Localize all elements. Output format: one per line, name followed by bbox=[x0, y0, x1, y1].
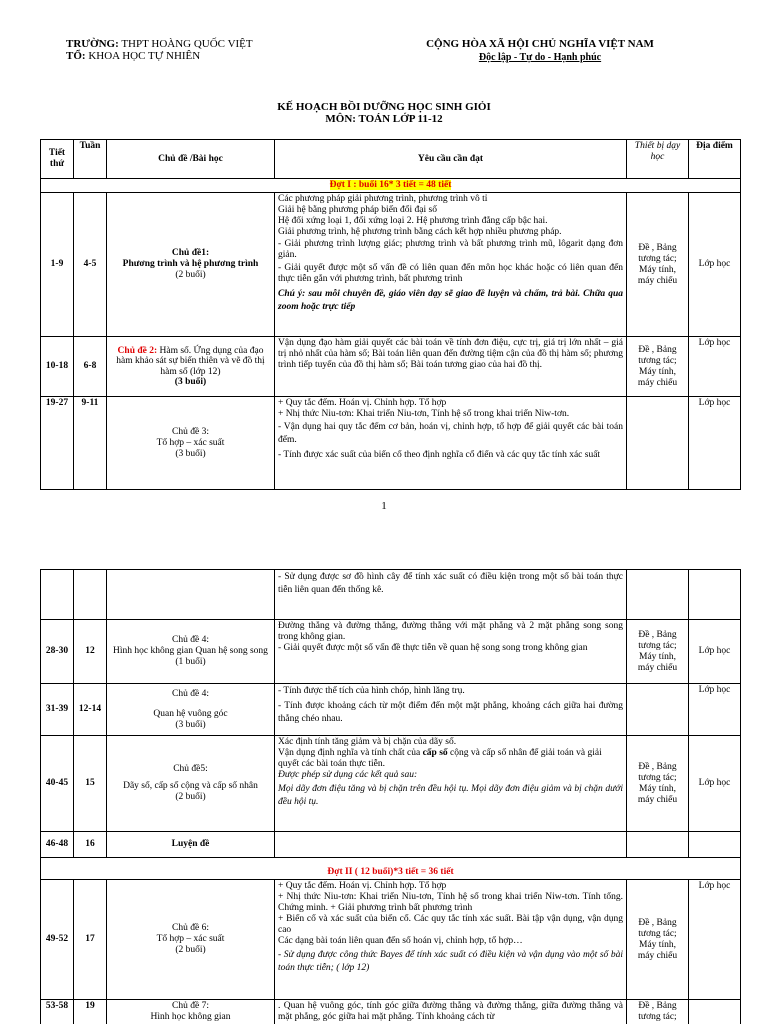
cell-yeucau bbox=[275, 684, 627, 736]
cell-thietbi bbox=[627, 832, 689, 858]
req-line: + Nhị thức Niu-tơn: Khai triển Niu-tơn, Tính hệ số trong khai triển Niw-tơn. bbox=[278, 409, 570, 419]
col-tuan: Tuần bbox=[74, 140, 107, 179]
req-line: Được phép sử dụng các kết quả sau: bbox=[278, 770, 418, 780]
cell-diadiem: Lớp học bbox=[689, 880, 741, 1000]
table-row bbox=[41, 620, 741, 684]
cell-yeucau bbox=[275, 397, 627, 490]
cell-tuan: 15 bbox=[74, 736, 107, 832]
col-chude: Chủ đề /Bài học bbox=[107, 140, 275, 179]
school-label: TRƯỜNG: bbox=[66, 38, 119, 50]
cell-chude bbox=[107, 736, 275, 832]
dot2-row bbox=[41, 858, 741, 880]
cell-thietbi: Đề , Bảng tương tác; Máy tính, máy chiếu bbox=[627, 880, 689, 1000]
req-line: + Nhị thức Niu-tơn: Khai triển Niu-tơn, Tính hệ số trong khai triển Niw-tơn. Tính tổng. Chứng minh. + Giải phương trình bất phương trình bbox=[278, 892, 623, 913]
cell-diadiem: Lớp học bbox=[689, 620, 741, 684]
table-row bbox=[41, 684, 741, 736]
topic-title: Chủ đề 7: bbox=[172, 1001, 209, 1011]
topic-title: Chủ đề 2: bbox=[117, 345, 158, 356]
topic-name: Tổ hợp – xác suất bbox=[156, 437, 225, 448]
table-row bbox=[41, 880, 741, 1000]
table-row bbox=[41, 193, 741, 337]
page-2 bbox=[0, 568, 768, 1024]
national-header bbox=[415, 38, 665, 64]
req-line: Mọi dãy đơn điệu tăng và bị chặn trên đều hội tụ. Mọi dãy đơn điệu giảm và bị chặn dưới đều hội tụ. bbox=[278, 784, 623, 807]
cell-chude bbox=[107, 880, 275, 1000]
cell-chude bbox=[107, 570, 275, 620]
topic-sessions: (2 buổi) bbox=[175, 270, 206, 280]
topic-title: Chủ đề 3: bbox=[172, 426, 209, 437]
cell-chude bbox=[107, 397, 275, 490]
cell-diadiem bbox=[689, 570, 741, 620]
table-row bbox=[41, 832, 741, 858]
req-note: Chú ý: sau mỗi chuyên đề, giáo viên dạy sẽ giao đề luyện và chấm, trả bài. Chữa qua zoom hoặc trực tiếp bbox=[278, 289, 623, 312]
topic-title: Chủ đề 4: bbox=[172, 688, 209, 699]
topic-sessions: (3 buổi) bbox=[175, 719, 206, 730]
cell-chude bbox=[107, 1000, 275, 1024]
cell-diadiem bbox=[689, 832, 741, 858]
cell-yeucau: - Sử dụng được sơ đồ hình cây để tính xác suất có điều kiện trong một số bài toán thực tiễn liên quan đến thống kê. bbox=[275, 570, 627, 620]
cell-thietbi: Đề , Bảng tương tác; Máy tính, máy chiếu bbox=[627, 193, 689, 337]
dot1-label: Đợt I : buổi 16* 3 tiết = 48 tiết bbox=[329, 180, 452, 190]
req-line: Đường thẳng và đường thẳng, đường thẳng với mặt phẳng và 2 mặt phẳng song song trong không gian. bbox=[278, 621, 623, 642]
cell-thietbi: Đề , Bảng tương tác; Máy tính, máy chiếu bbox=[627, 337, 689, 397]
cell-chude bbox=[107, 620, 275, 684]
req-text: Vận dụng định nghĩa và tính chất của bbox=[278, 748, 423, 758]
cell-tiet: 10-18 bbox=[41, 337, 74, 397]
page-number: 1 bbox=[381, 500, 387, 512]
topic-sessions: (2 buổi) bbox=[175, 945, 206, 955]
cell-yeucau bbox=[275, 620, 627, 684]
req-bold: cấp số bbox=[422, 748, 448, 758]
req-line: + Biến cố và xác suất của biến cố. Các quy tắc tính xác suất. Bài tập vận dụng, vận dụng cao bbox=[278, 914, 623, 935]
req-line: - Giải phương trình lượng giác; phương trình và bất phương trình mũ, lôgarit dạng đơn giản. bbox=[278, 239, 623, 260]
dept-name: KHOA HỌC TỰ NHIÊN bbox=[88, 50, 201, 62]
topic-name: Hình học không gian bbox=[150, 1012, 231, 1022]
topic-sessions: (2 buổi) bbox=[175, 792, 206, 802]
cell-diadiem bbox=[689, 1000, 741, 1024]
cell-tiet: 53-58 bbox=[41, 1000, 74, 1024]
cell-tuan: 6-8 bbox=[74, 337, 107, 397]
plan-table-page1 bbox=[40, 139, 741, 490]
cell-yeucau bbox=[275, 736, 627, 832]
cell-tiet bbox=[41, 570, 74, 620]
doc-subtitle: MÔN: TOÁN LỚP 11-12 bbox=[325, 113, 443, 125]
cell-tiet: 1-9 bbox=[41, 193, 74, 337]
school-header bbox=[66, 38, 253, 62]
cell-thietbi: Đề , Bảng tương tác; Máy tính, máy chiếu bbox=[627, 736, 689, 832]
req-line: Hệ đối xứng loại 1, đối xứng loại 2. Hệ phương trình đẳng cấp bậc hai. bbox=[278, 216, 548, 226]
cell-yeucau bbox=[275, 880, 627, 1000]
cell-diadiem: Lớp học bbox=[689, 684, 741, 736]
table-row bbox=[41, 337, 741, 397]
topic-name: Dãy số, cấp số cộng và cấp số nhân bbox=[123, 781, 258, 791]
req-text: cộng và cấp số nhân để giải toán và giải quyết các bài toán thực tiễn. bbox=[278, 748, 602, 769]
page-gap bbox=[0, 528, 768, 568]
cell-tuan: 12 bbox=[74, 620, 107, 684]
cell-tiet: 40-45 bbox=[41, 736, 74, 832]
cell-tuan: 17 bbox=[74, 880, 107, 1000]
col-yeucau: Yêu cầu cần đạt bbox=[275, 140, 627, 179]
cell-yeucau bbox=[275, 337, 627, 397]
req-line: Giải phương trình, hệ phương trình bằng cách kết hợp nhiều phương pháp. bbox=[278, 227, 562, 237]
col-diadiem: Địa điểm bbox=[689, 140, 741, 179]
cell-tiet: 46-48 bbox=[41, 832, 74, 858]
cell-tiet: 19-27 bbox=[41, 397, 74, 490]
cell-chude bbox=[107, 337, 275, 397]
col-thietbi: Thiết bị dạy học bbox=[627, 140, 689, 179]
dot1-row bbox=[41, 179, 741, 193]
cell-thietbi bbox=[627, 684, 689, 736]
topic-sessions: (1 buổi) bbox=[175, 657, 206, 667]
req-line: - Tính được khoảng cách từ một điểm đến một mặt phẳng, khoảng cách giữa hai đường thẳng chéo nhau. bbox=[278, 701, 623, 724]
table-row bbox=[41, 397, 741, 490]
req-line: Giải hệ bằng phương pháp biến đổi đại số bbox=[278, 205, 437, 215]
cell-diadiem: Lớp học bbox=[689, 193, 741, 337]
cell-chude bbox=[107, 684, 275, 736]
topic-sessions: (3 buổi) bbox=[174, 377, 207, 387]
cell-yeucau: . Quan hệ vuông góc, tính góc giữa đường thẳng và đường thẳng, giữa đường thẳng và mặt phẳng, góc giữa hai mặt phẳng. Tính khoảng cách từ bbox=[275, 1000, 627, 1024]
req-line: + Quy tắc đếm. Hoán vị. Chỉnh hợp. Tổ hợp bbox=[278, 881, 447, 891]
topic-name: Hình học không gian Quan hệ song song bbox=[113, 646, 268, 656]
cell-tuan: 19 bbox=[74, 1000, 107, 1024]
country-name: CỘNG HÒA XÃ HỘI CHỦ NGHĨA VIỆT NAM bbox=[426, 38, 654, 50]
topic-sessions: (3 buổi) bbox=[175, 448, 206, 459]
cell-tuan bbox=[74, 570, 107, 620]
cell-chude bbox=[107, 193, 275, 337]
dept-label: TỔ: bbox=[66, 50, 86, 62]
cell-thietbi bbox=[627, 570, 689, 620]
topic-name: Quan hệ vuông góc bbox=[153, 708, 228, 719]
national-motto: Độc lập - Tự do - Hạnh phúc bbox=[478, 52, 602, 63]
doc-title: KẾ HOẠCH BỒI DƯỠNG HỌC SINH GIỎI bbox=[277, 101, 491, 113]
req-line: Vận dụng đạo hàm giải quyết các bài toán về tính đơn điệu, cực trị, giá trị lớn nhất – giá trị nhỏ nhất của hàm số; Bài toán liên quan đến đường tiệm cận của đồ thị hàm số; phương trình tiếp tuyến của đồ thị hàm số; Bài toán tương giao của hai đồ thị. bbox=[278, 338, 623, 370]
cell-tuan: 12-14 bbox=[74, 684, 107, 736]
topic-title: Chủ đề1: bbox=[171, 248, 210, 258]
req-line: Các dạng bài toán liên quan đến số hoán vị, chỉnh hợp, tổ hợp… bbox=[278, 936, 523, 946]
topic-name: Hàm số. Ứng dụng của đạo hàm khảo sát sự biến thiên và vẽ đồ thị hàm số (lớp 12) bbox=[116, 345, 265, 377]
req-line: - Giải quyết được một số vấn đề có liên quan đến môn học khác hoặc có liên quan đến thực tiễn gắn với phương trình, bất phương trình bbox=[278, 263, 623, 284]
cell-thietbi bbox=[627, 397, 689, 490]
topic-name: Phương trình và hệ phương trình bbox=[122, 259, 259, 269]
cell-tuan: 4-5 bbox=[74, 193, 107, 337]
cell-thietbi: Đề , Bảng tương tác; Máy tính, máy chiếu bbox=[627, 620, 689, 684]
req-line: - Sử dụng được công thức Bayes để tính xác suất có điều kiện và vận dụng vào một số bài toán thực tiễn; ( lớp 12) bbox=[278, 950, 623, 973]
table-row bbox=[41, 736, 741, 832]
cell-tiet: 28-30 bbox=[41, 620, 74, 684]
cell-tiet: 49-52 bbox=[41, 880, 74, 1000]
school-name: THPT HOÀNG QUỐC VIỆT bbox=[121, 38, 253, 50]
topic-title: Chủ đề 4: bbox=[172, 635, 209, 645]
req-line: - Giải quyết được một số vấn đề thực tiễn về quan hệ song song trong không gian bbox=[278, 643, 588, 653]
plan-table-page2 bbox=[40, 569, 741, 1024]
req-line: - Vận dụng hai quy tắc đếm cơ bản, hoán vị, chỉnh hợp, tổ hợp để giải quyết các bài toán đếm. bbox=[278, 422, 623, 445]
col-tiet: Tiết thứ bbox=[41, 140, 74, 179]
cell-diadiem: Lớp học bbox=[689, 397, 741, 490]
table-header-row bbox=[41, 140, 741, 179]
cell-diadiem: Lớp học bbox=[689, 337, 741, 397]
req-line: Các phương pháp giải phương trình, phương trình vô tỉ bbox=[278, 194, 488, 204]
table-row bbox=[41, 570, 741, 620]
cell-tiet: 31-39 bbox=[41, 684, 74, 736]
table-row bbox=[41, 1000, 741, 1024]
topic-title: Chủ đề 6: bbox=[172, 923, 209, 933]
cell-diadiem: Lớp học bbox=[689, 736, 741, 832]
req-line: - Tính được xác suất của biến cố theo định nghĩa cổ điển và các quy tắc tính xác suất bbox=[278, 450, 601, 460]
cell-yeucau bbox=[275, 193, 627, 337]
dot2-label: Đợt II ( 12 buổi)*3 tiết = 36 tiết bbox=[41, 858, 741, 880]
cell-tuan: 9-11 bbox=[74, 397, 107, 490]
req-line: + Quy tắc đếm. Hoán vị. Chỉnh hợp. Tổ hợp bbox=[278, 398, 447, 408]
cell-thietbi: Đề , Bảng tương tác; bbox=[627, 1000, 689, 1024]
cell-chude: Luyện đề bbox=[107, 832, 275, 858]
cell-yeucau bbox=[275, 832, 627, 858]
topic-name: Tổ hợp – xác suất bbox=[156, 934, 225, 944]
cell-tuan: 16 bbox=[74, 832, 107, 858]
req-line: Xác định tính tăng giảm và bị chặn của dãy số. bbox=[278, 737, 457, 747]
req-line: - Tính được thể tích của hình chóp, hình lăng trụ. bbox=[278, 686, 465, 696]
topic-title: Chủ đề5: bbox=[173, 764, 208, 774]
